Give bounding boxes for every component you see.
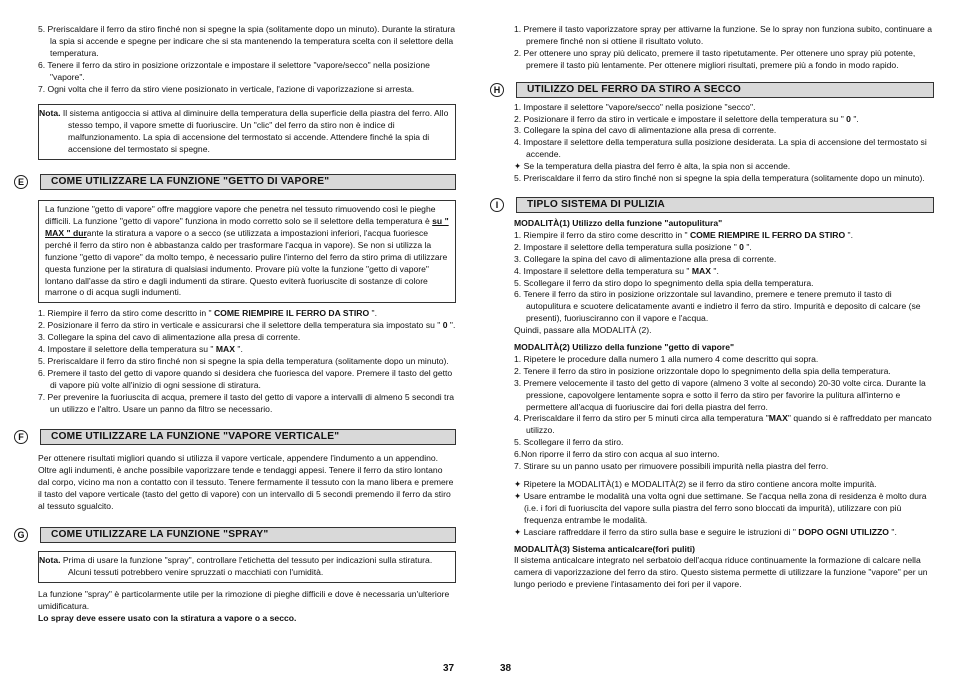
info-box <box>38 200 456 303</box>
right-page <box>493 24 934 591</box>
list-item: 6. Tenere il ferro da stiro in posizione orizzontale e impostare il selettore "vapore/secco" nella posizione "vapore". <box>38 59 430 82</box>
list-item: 2. Posizionare il ferro da stiro in verticale e impostare il selettore della temperatura su " 0 ". <box>514 113 859 124</box>
list-item: 4. Impostare il selettore della temperatura su " MAX ". <box>514 265 719 276</box>
paragraph: Per ottenere risultati migliori quando si utilizza il vapore verticale, appendere l'indumento a un appendino. Oltre agli indumenti, è anche possibile vaporizzare tende e tendaggi appesi. Tenere il ferro da stiro lontano dal corpo, vicino ma non a contatto con il tessuto. Tenere fermamente il tessuto con la mano libera e premere il tasto del vapore verticale (tasto del getto di vapore) con un intervallo di 5 secondi premendo il ferro da stiro al tessuto sgualcito. <box>38 453 454 512</box>
note-label: Nota. <box>39 108 61 119</box>
list-item: 6. Tenere il ferro da stiro in posizione orizzontale sul lavandino, premere e tenere premuto il tasto di autopulitura e scuotere delicatamente avanti e indietro il ferro da stiro. Impurità e deposito di calcare (se presenti), fuoriusciranno con il vapore e l'acqua. <box>514 289 921 324</box>
list-item: 5. Scollegare il ferro da stiro dopo lo spegnimento della spia della temperatura. <box>514 277 814 288</box>
note-label: Nota. <box>39 555 61 565</box>
section-heading-f <box>18 429 456 445</box>
list-item: 1. Impostare il selettore "vapore/secco" nella posizione "secco". <box>514 101 756 112</box>
section-heading-h <box>493 82 934 98</box>
section-letter-e: E <box>14 175 28 189</box>
section-heading-i <box>495 197 934 213</box>
list-item: 1. Riempire il ferro da stiro come descritto in " COME RIEMPIRE IL FERRO DA STIRO ". <box>38 308 377 319</box>
intro-list <box>514 24 934 72</box>
bullet-item: ✦ Se la temperatura della piastra del ferro è alta, la spia non si accende. <box>514 161 791 172</box>
section-letter-h: H <box>490 83 504 97</box>
note-text: Il sistema antigoccia si attiva al diminuire della temperatura della superficie della piastra del ferro. Allo stesso tempo, il vapore smette di fuoriuscire. Un "clic" del ferro da stiro non è indice di malfunzionamento. La spia di accensione del termostato si accende. Attendere finché la spia di accensione del termostato si spegne. <box>62 108 449 155</box>
subsection-title: MODALITÀ(1) Utilizzo della funzione "autopulitura" <box>514 217 723 228</box>
list-item: 5. Scollegare il ferro da stiro. <box>514 437 624 448</box>
list-item: 2. Tenere il ferro da stiro in posizione orizzontale dopo lo spegnimento della spia della temperatura. <box>514 365 891 376</box>
section-title: TIPLO SISTEMA DI PULIZIA <box>516 197 934 213</box>
left-page <box>17 24 456 625</box>
paragraph: La funzione "spray" è particolarmente utile per la rimozione di pieghe difficili e dove è necessaria un'ulteriore umidificatura. <box>38 588 450 611</box>
paragraph: Il sistema anticalcare integrato nel serbatoio dell'acqua riduce continuamente la formazione di calcare nella camera di vaporizzazione del ferro da stiro. Questo sistema permette di utilizzare la funzione "vapore" per un lungo periodo e previene l'intasamento dei fori per il vapore. <box>514 555 928 590</box>
list-item: 5. Preriscaldare il ferro da stiro finché non si spegne la spia della temperatura (solitamente dopo un minuto). <box>514 173 925 184</box>
section-title: COME UTILIZZARE LA FUNZIONE "VAPORE VERTICALE" <box>40 429 456 445</box>
list-item: 7. Ogni volta che il ferro da stiro viene posizionato in verticale, l'azione di vaporizzazione si arresta. <box>38 83 415 94</box>
steps-list-h <box>514 102 934 185</box>
list-item: 7. Per prevenire la fuoriuscita di acqua, premere il tasto del getto di vapore a intervalli di almeno 5 secondi tra un utilizzo e l'altro. Usare un panno da filtro se necessario. <box>38 391 455 414</box>
note-box <box>38 104 456 160</box>
section-letter-f: F <box>14 430 28 444</box>
section-letter-i: I <box>490 198 504 212</box>
bullet-list <box>514 479 934 539</box>
subsection-title: MODALITÀ(2) Utilizzo della funzione "getto di vapore" <box>514 342 735 353</box>
box-text: La funzione "getto di vapore" offre maggiore vapore che penetra nel tessuto rimuovendo così le pieghe difficili. La funzione "getto di vapore" funziona in modo corretto solo se il selettore della temperatura è <box>45 204 436 226</box>
list-item: 4. Preriscaldare il ferro da stiro per 5 minuti circa alla temperatura "MAX" quando si è raffreddato per mancato utilizzo. <box>514 413 932 436</box>
section-letter-g: G <box>14 528 28 542</box>
note-box <box>38 551 456 583</box>
page-number-right: 38 <box>500 663 512 674</box>
list-item: 6. Premere il tasto del getto di vapore quando si desidera che fuoriesca del vapore. Premere il tasto del getto di vapore più volte all'inizio di ogni sessione di stiratura. <box>38 367 453 390</box>
list-item: 4. Impostare il selettore della temperatura sulla posizione desiderata. La spia di accensione del termostato si accende. <box>514 137 927 160</box>
list-item: 6.Non riporre il ferro da stiro con acqua al suo interno. <box>514 449 720 460</box>
steps-list-e <box>38 308 456 415</box>
list-item: 2. Posizionare il ferro da stiro in verticale e assicurarsi che il selettore della temperatura sia impostato su " 0 ". <box>38 320 456 331</box>
bullet-item: ✦ Ripetere la MODALITÀ(1) e MODALITÀ(2) se il ferro da stiro contiene ancora molte impurità. <box>514 479 877 489</box>
list-item: 3. Collegare la spina del cavo di alimentazione alla presa di corrente. <box>38 332 301 343</box>
steps-list-mode1 <box>514 230 934 325</box>
box-text: ante la stiratura a vapore o a secco (se utilizzata a impostazioni inferiori, l'acqua fuoriesce perché il ferro da stiro non è abbastanza caldo per trasformare l'acqua in vapore). Se non si utilizza la funzione "getto di vapore" da molto tempo, è necessario pulire l'interno del ferro da stiro prima di utilizzare questa funzione per la stiratura di qualsiasi indumento. Provare più volte la funzione "getto di vapore" lontano dall'asse da stiro e dagli indumenti da stirare. Questo eviterà fuoriuscite di sostanze di colore marrone o di acqua sugli indumenti. <box>45 227 448 298</box>
page-number-left: 37 <box>443 663 455 674</box>
section-title: COME UTILIZZARE LA FUNZIONE "SPRAY" <box>40 527 456 543</box>
bold-paragraph: Lo spray deve essere usato con la stiratura a vapore o a secco. <box>38 612 297 623</box>
list-item: 1. Ripetere le procedure dalla numero 1 alla numero 4 come descritto qui sopra. <box>514 353 819 364</box>
paragraph: Quindi, passare alla MODALITÀ (2). <box>514 325 652 336</box>
list-item: 3. Premere velocemente il tasto del getto di vapore (almeno 3 volte al secondo) 20-30 volte circa. Durante la pressione, capovolgere lentamente sopra e sotto il ferro da stiro per favorire la pulitura all'interno e permettere all'acqua di fuoriuscire dai fori della piastra del ferro. <box>514 377 926 412</box>
list-item: 7. Stirare su un panno usato per rimuovere possibili impurità nella piastra del ferro. <box>514 461 829 472</box>
list-item: 2. Per ottenere uno spray più delicato, premere il tasto ripetutamente. Per ottenere uno spray più potente, premere il tasto più lentamente. Per ottenere migliori risultati, premere più a fondo in modo rapido. <box>514 47 916 70</box>
list-item: 4. Impostare il selettore della temperatura su " MAX ". <box>38 344 243 355</box>
bullet-item: ✦ Usare entrambe le modalità una volta ogni due settimane. Se l'acqua nella zona di residenza è molto dura (i.e. i fori di fuoriuscita del vapore sulla piastra del ferro sono bloccati da impurità), utilizzare con più frequenza entrambe le modalità. <box>514 490 927 525</box>
list-item: 5. Preriscaldare il ferro da stiro finché non si spegne la spia (solitamente dopo un minuto). Durante la stiratura la spia si accende e spegne per indicare che si sta mantenendo la temperatura scelta con il selettore della temperatura. <box>38 24 456 58</box>
list-item: 2. Impostare il selettore della temperatura sulla posizione " 0 ". <box>514 241 752 252</box>
list-item: 5. Preriscaldare il ferro da stiro finché non si spegne la spia della temperatura (solitamente dopo un minuto). <box>38 355 449 366</box>
note-text: Prima di usare la funzione "spray", controllare l'etichetta del tessuto per indicazioni sulla stiratura. Alcuni tessuti potrebbero venire spruzzati o macchiati con l'umidità. <box>62 555 433 577</box>
section-heading-e <box>17 174 456 190</box>
box-text-emphasis: su " MAX " dur <box>45 215 449 238</box>
list-item: 3. Collegare la spina del cavo di alimentazione alla presa di corrente. <box>514 125 777 136</box>
list-item: 3. Collegare la spina del cavo di alimentazione alla presa di corrente. <box>514 253 777 264</box>
section-heading-g <box>17 527 456 543</box>
subsection-title: MODALITÀ(3) Sistema anticalcare(fori puliti) <box>514 543 695 554</box>
steps-list-mode2 <box>514 354 934 473</box>
bullet-item: ✦ Lasciare raffreddare il ferro da stiro sulla base e seguire le istruzioni di " DOPO OGNI UTILIZZO ". <box>514 526 897 537</box>
list-item: 1. Premere il tasto vaporizzatore spray per attivarne la funzione. Se lo spray non funziona subito, continuare a premere finché non si ottiene il risultato voluto. <box>514 24 932 46</box>
intro-list <box>38 24 456 95</box>
list-item: 1. Riempire il ferro da stiro come descritto in " COME RIEMPIRE IL FERRO DA STIRO ". <box>514 229 853 240</box>
section-title: COME UTILIZZARE LA FUNZIONE "GETTO DI VAPORE" <box>40 174 456 190</box>
section-title: UTILIZZO DEL FERRO DA STIRO A SECCO <box>516 82 934 98</box>
